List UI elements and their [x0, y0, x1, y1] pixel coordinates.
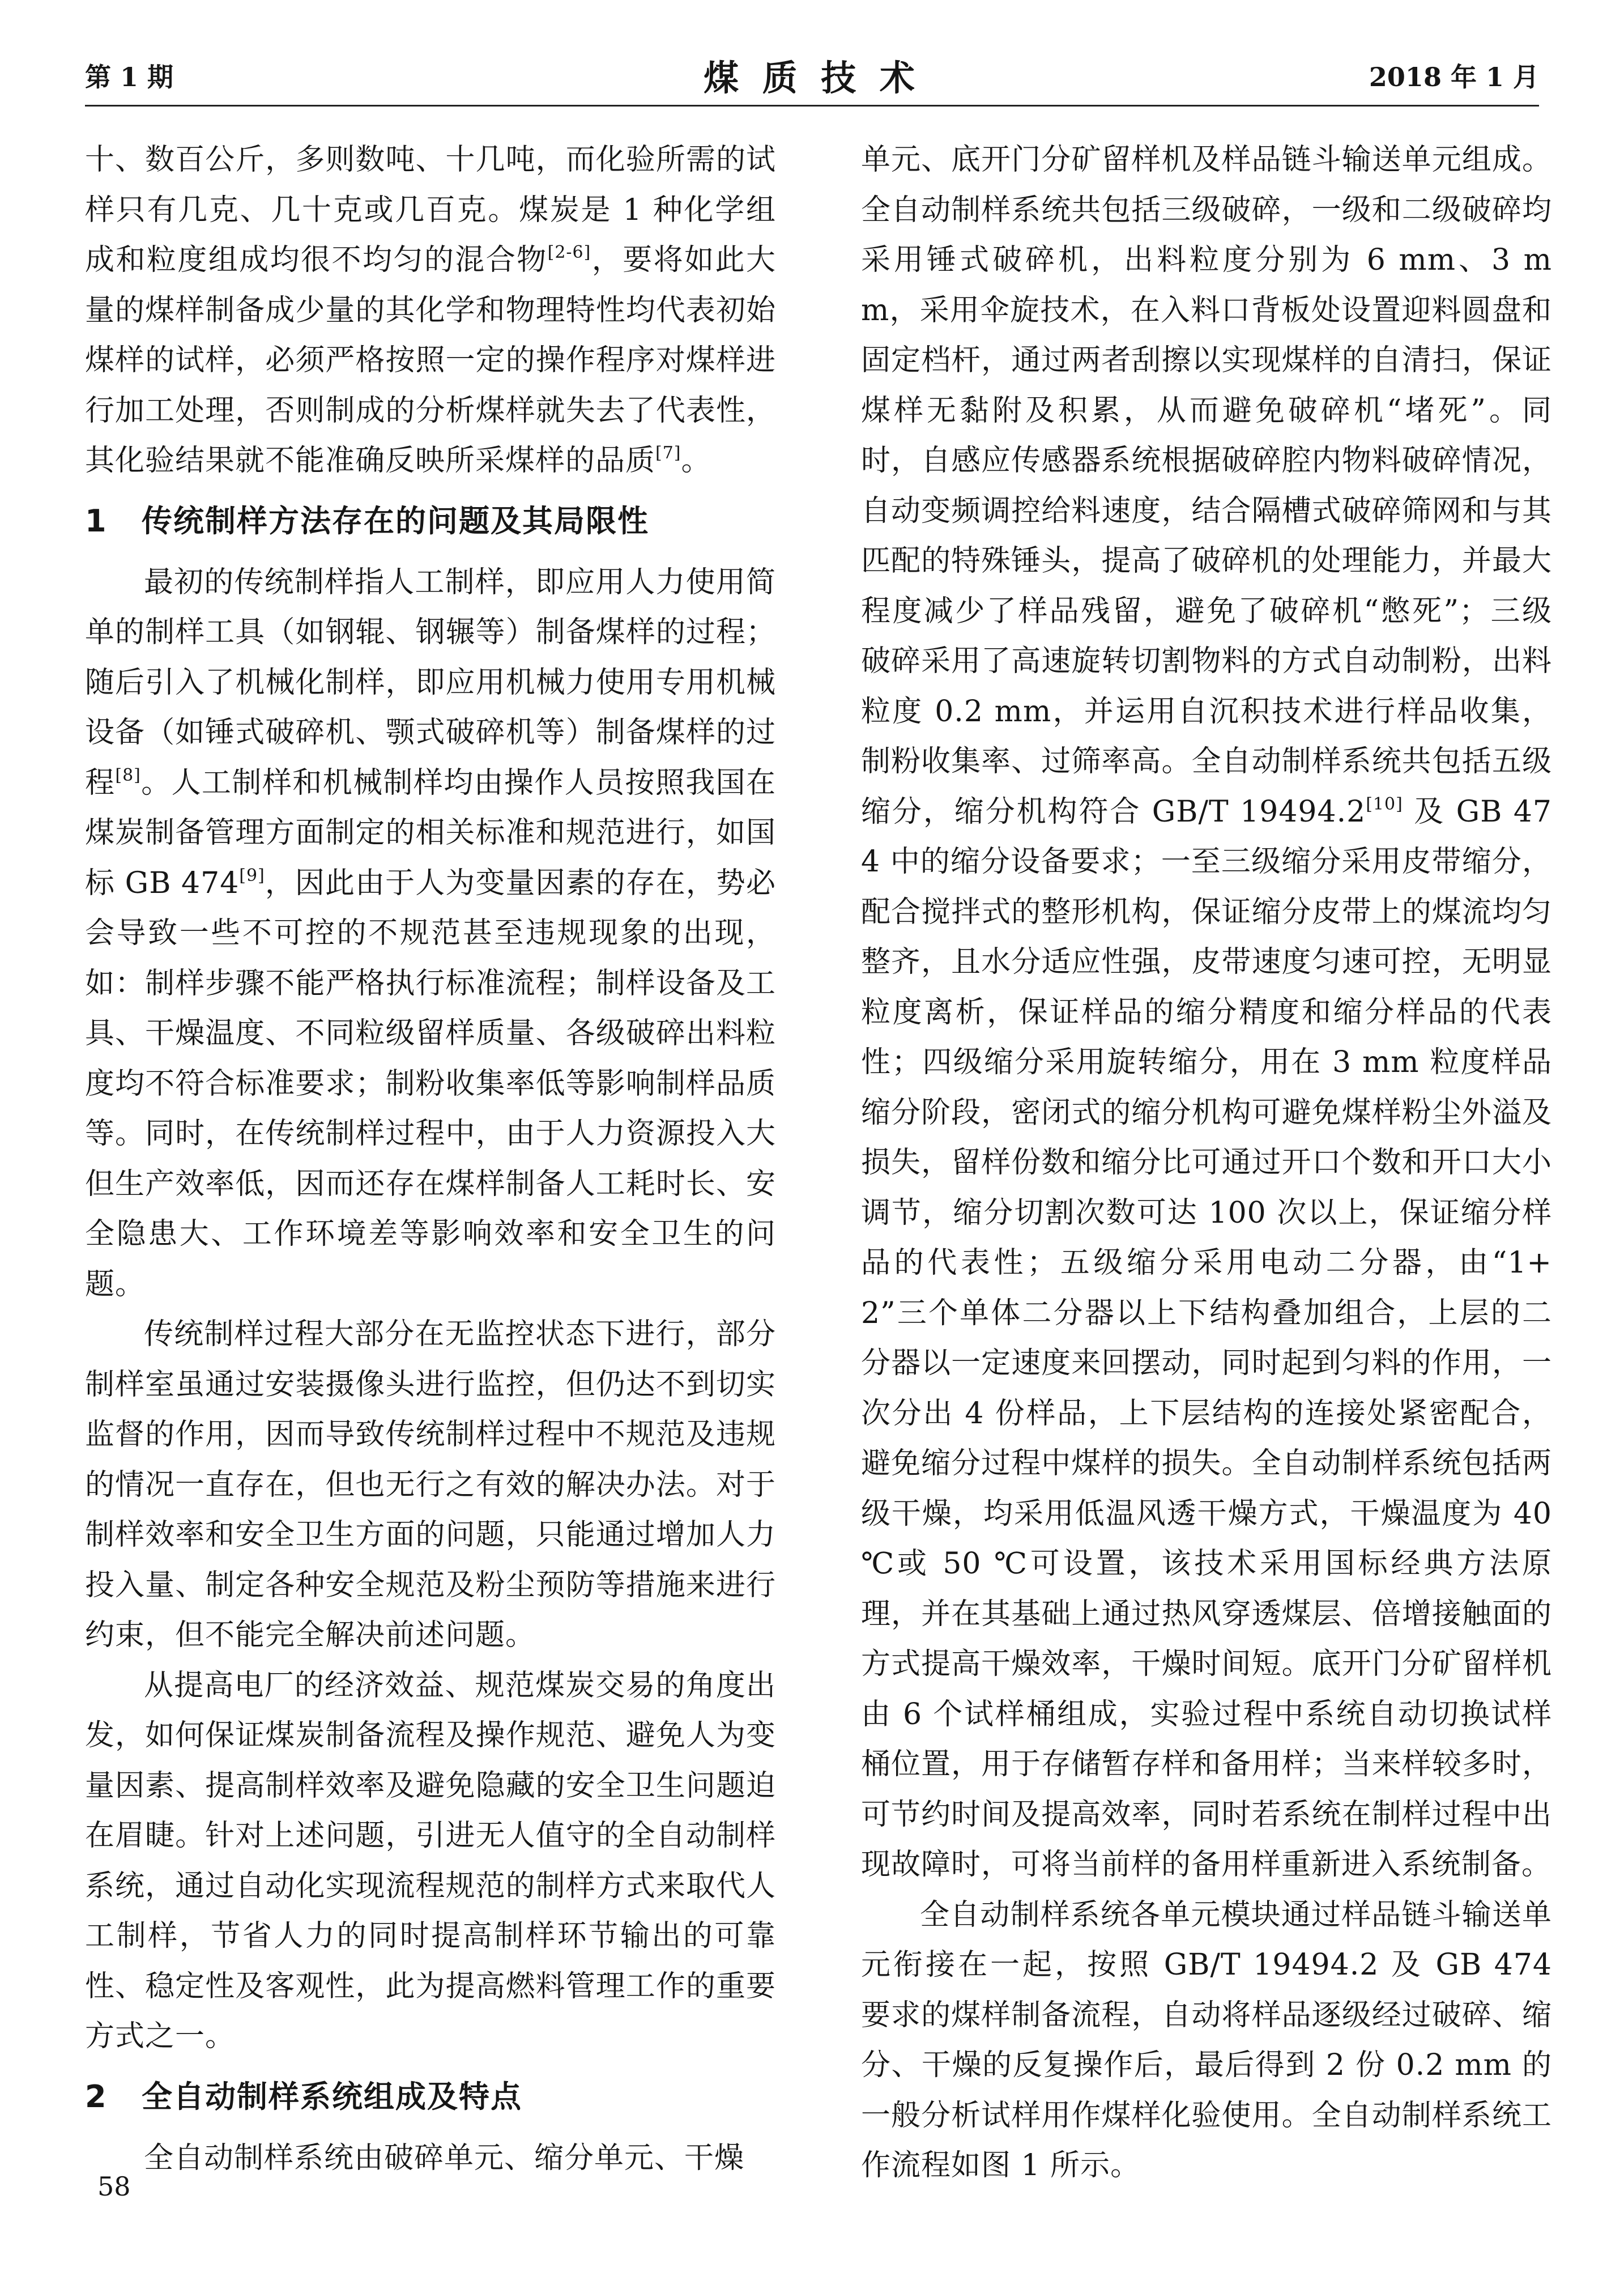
citation: [9]	[239, 865, 265, 886]
header-rule	[85, 105, 1539, 107]
section-title: 全自动制样系统组成及特点	[142, 2078, 522, 2114]
paragraph: 传统制样过程大部分在无监控状态下进行，部分制样室虽通过安装摄像头进行监控，但仍达不到切实监督的作用，因而导致传统制样过程中不规范及违规的情况一直存在，但也无行之有效的解决办法。对于制样效率和安全卫生方面的问题，只能通过增加人力投入量、制定各种安全规范及粉尘预防等措施来进行约束，但不能完全解决前述问题。	[85, 1317, 776, 1652]
section-number: 1	[85, 503, 108, 539]
paragraph: 从提高电厂的经济效益、规范煤炭交易的角度出发，如何保证煤炭制备流程及操作规范、避免人为变量因素、提高制样效率及避免隐藏的安全卫生问题迫在眉睫。针对上述问题，引进无人值守的全自动制样系统，通过自动化实现流程规范的制样方式来取代人工制样，节省人力的同时提高制样环节输出的可靠性、稳定性及客观性，此为提高燃料管理工作的重要方式之一。	[85, 1668, 776, 2053]
left-column	[85, 135, 776, 2183]
citation: [8]	[115, 765, 141, 785]
paragraph: 全自动制样系统由破碎单元、缩分单元、干燥	[144, 2141, 745, 2175]
running-header	[85, 50, 1539, 107]
section-heading-2	[85, 2074, 776, 2120]
journal-title: 煤 质 技 术	[704, 57, 920, 99]
paragraph: 单元、底开门分矿留样机及样品链斗输送单元组成。全自动制样系统共包括三级破碎，一级和二级破碎均采用锤式破碎机，出料粒度分别为 6 mm、3 mm，采用伞旋技术，在入料口背板处设置迎料圆盘和固定档杆，通过两者刮擦以实现煤样的自清扫，保证煤样无黏附及积累，从而避免破碎机“堵死”。同时，自感应传感器系统根据破碎腔内物料破碎情况，自动变频调控给料速度，结合隔槽式破碎筛网和与其匹配的特殊锤头，提高了破碎机的处理能力，并最大程度减少了样品残留，避免了破碎机“憋死”；三级破碎采用了高速旋转切割物料的方式自动制粉，出料粒度 0.2 mm，并运用自沉积技术进行样品收集，制粉收集率、过筛率高。全自动制样系统共包括五级缩分，缩分机构符合 GB/T 19494.2[10] 及 GB 474 中的缩分设备要求；一至三级缩分采用皮带缩分，配合搅拌式的整形机构，保证缩分皮带上的煤流均匀整齐，且水分适应性强，皮带速度匀速可控，无明显粒度离析，保证样品的缩分精度和缩分样品的代表性；四级缩分采用旋转缩分，用在 3 mm 粒度样品缩分阶段，密闭式的缩分机构可避免煤样粉尘外溢及损失，留样份数和缩分比可通过开口个数和开口大小调节，缩分切割次数可达 100 次以上，保证缩分样品的代表性；五级缩分采用电动二分器，由“1+2”三个单体二分器以上下结构叠加组合，上层的二分器以一定速度来回摆动，同时起到匀料的作用，一次分出 4 份样品，上下层结构的连接处紧密配合，避免缩分过程中煤样的损失。全自动制样系统包括两级干燥，均采用低温风透干燥方式，干燥温度为 40 ℃或 50 ℃可设置，该技术采用国标经典方法原理，并在其基础上通过热风穿透煤层、倍增接触面的方式提高干燥效率，干燥时间短。底开门分矿留样机由 6 个试样桶组成，实验过程中系统自动切换试样桶位置，用于存储暂存样和备用样；当来样较多时，可节约时间及提高效率，同时若系统在制样过程中出现故障时，可将当前样的备用样重新进入系统制备。	[861, 143, 1552, 1882]
section-number: 2	[85, 2078, 108, 2114]
paragraph: 最初的传统制样指人工制样，即应用人力使用简单的制样工具（如钢辊、钢辗等）制备煤样的过程；随后引入了机械化制样，即应用机械力使用专用机械设备（如锤式破碎机、颚式破碎机等）制备煤样的过程[8]。人工制样和机械制样均由操作人员按照我国在煤炭制备管理方面制定的相关标准和规范进行，如国标 GB 474[9]，因此由于人为变量因素的存在，势必会导致一些不可控的不规范甚至违规现象的出现，如：制样步骤不能严格执行标准流程；制样设备及工具、干燥温度、不同粒级留样质量、各级破碎出料粒度均不符合标准要求；制粉收集率低等影响制样品质等。同时，在传统制样过程中，由于人力资源投入大但生产效率低，因而还存在煤样制备人工耗时长、安全隐患大、工作环境差等影响效率和安全卫生的问题。	[85, 565, 776, 1301]
citation: [2-6]	[547, 242, 591, 262]
paragraph: 十、数百公斤，多则数吨、十几吨，而化验所需的试样只有几克、几十克或几百克。煤炭是 1 种化学组成和粒度组成均很不均匀的混合物[2-6]，要将如此大量的煤样制备成少量的其化学和物理特性均代表初始煤样的试样，必须严格按照一定的操作程序对煤样进行加工处理，否则制成的分析煤样就失去了代表性，其化验结果就不能准确反映所采煤样的品质[7]。	[85, 143, 776, 478]
page-number: 58	[97, 2171, 131, 2202]
section-title: 传统制样方法存在的问题及其局限性	[142, 503, 649, 539]
issue-number: 第 1 期	[85, 62, 174, 92]
citation: [7]	[655, 443, 681, 463]
citation: [10]	[1366, 794, 1403, 814]
right-column	[861, 135, 1552, 2191]
section-heading-1	[85, 499, 776, 544]
issue-date: 2018 年 1 月	[1369, 62, 1539, 92]
paragraph: 全自动制样系统各单元模块通过样品链斗输送单元衔接在一起，按照 GB/T 19494.2 及 GB 474 要求的煤样制备流程，自动将样品逐级经过破碎、缩分、干燥的反复操作后，最后得到 2 份 0.2 mm 的一般分析试样用作煤样化验使用。全自动制样系统工作流程如图 1 所示。	[861, 1897, 1552, 2182]
